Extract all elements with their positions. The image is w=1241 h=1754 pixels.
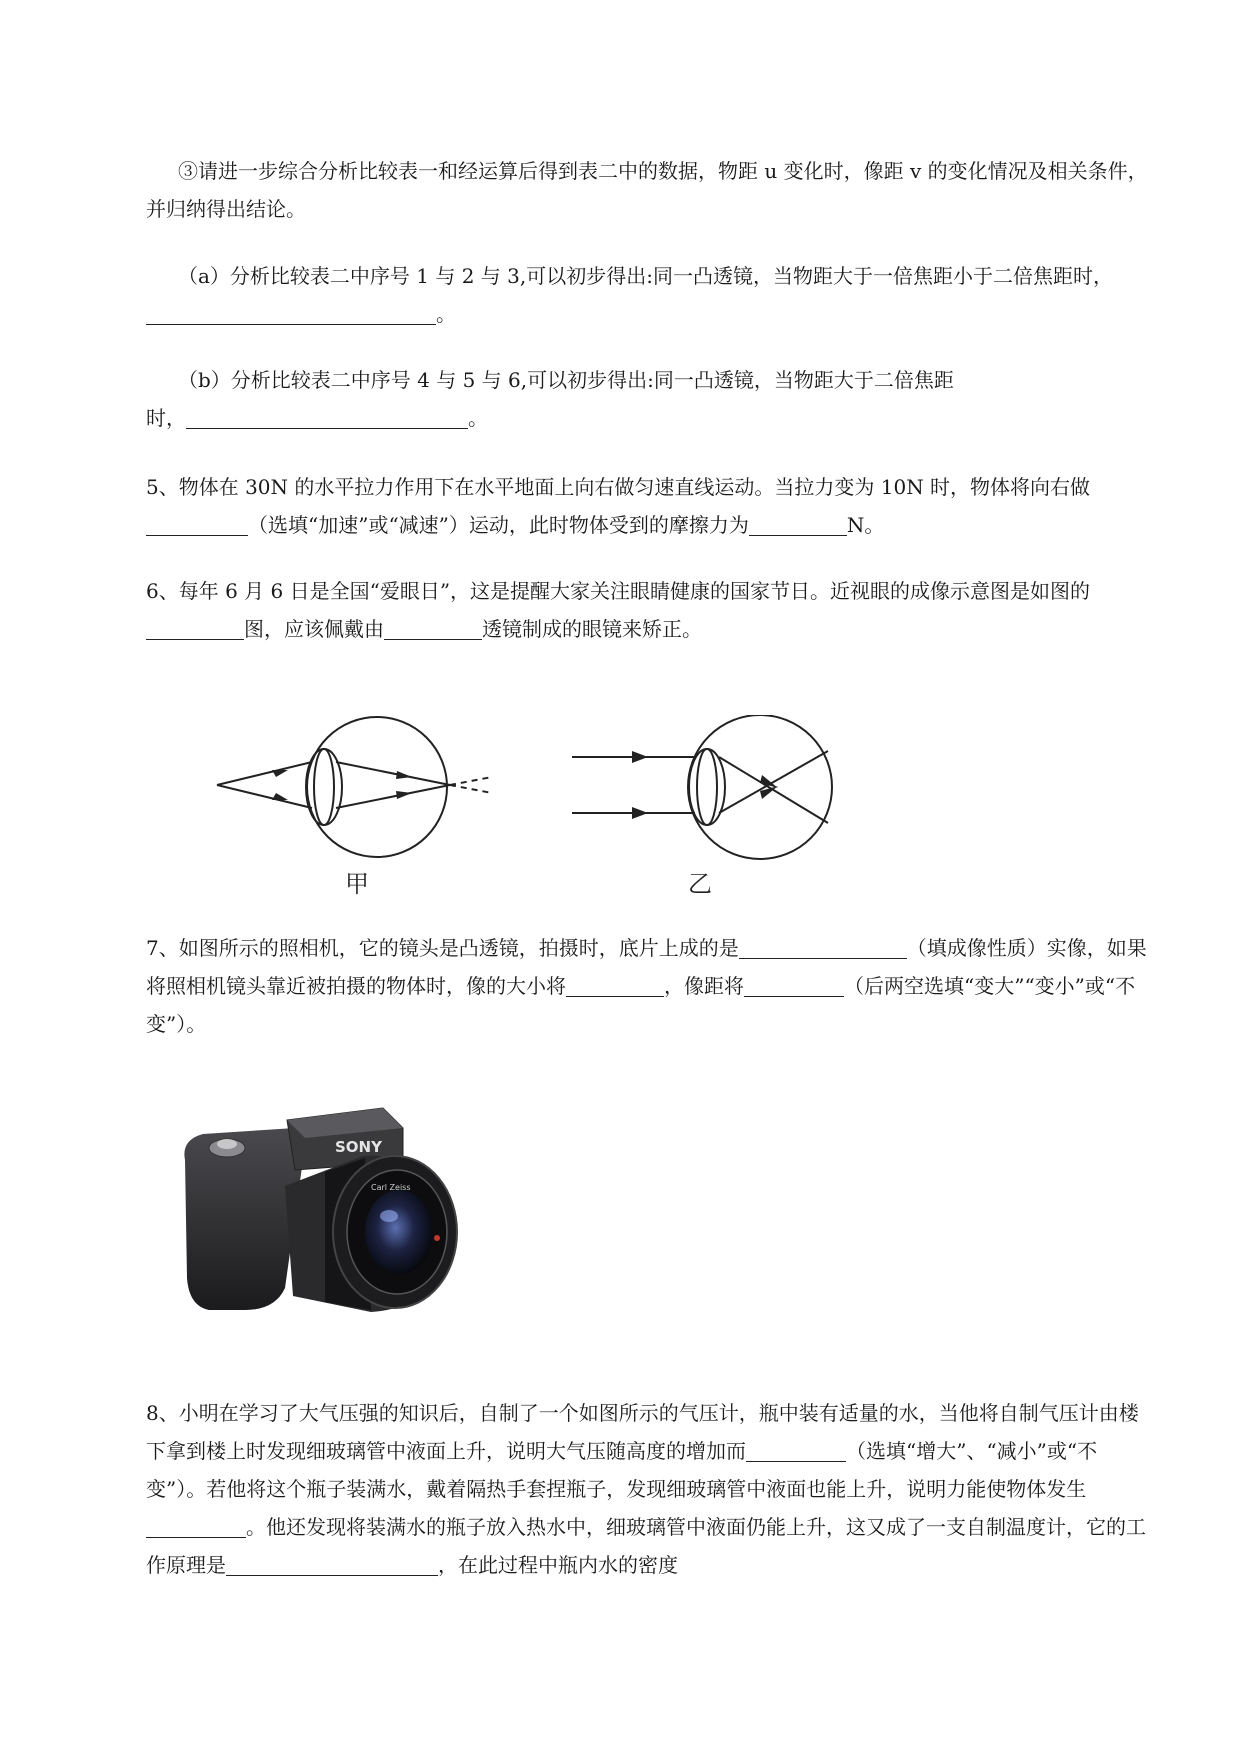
eye-diagram-yi [570,715,840,885]
answer-blank[interactable] [749,513,847,536]
light-ray [719,751,828,813]
light-ray [217,785,312,808]
eyeball-outline [307,717,447,857]
eye-lens [306,749,342,825]
arrow-head [272,793,288,800]
arrow-head [632,807,648,819]
answer-blank[interactable] [186,406,468,429]
lens-brand-text: Carl Zeiss [371,1183,411,1192]
answer-blank[interactable] [746,1439,846,1462]
q5-text: 5、物体在 30N 的水平拉力作用下在水平地面上向右做匀速直线运动。当拉力变为 10N 时，物体将向右做（选填“加速”或“减速”）运动，此时物体受到的摩擦力为 N。 [146,475,1091,537]
arrow-head [632,751,648,763]
answer-blank[interactable] [744,974,844,997]
answer-blank[interactable] [566,974,664,997]
q6-text: 6、每年 6 月 6 日是全国“爱眼日”，这是提醒大家关注眼睛健康的国家节日。近视眼的成像示意图是如图的图，应该佩戴由 透镜制成的眼镜来矫正。 [146,579,1091,641]
answer-blank[interactable] [384,617,482,640]
fig-label-jia: 甲 [345,870,369,898]
answer-blank[interactable] [146,617,244,640]
answer-blank[interactable] [226,1553,438,1576]
arrow-head [272,770,288,777]
answer-blank[interactable] [739,936,907,959]
light-ray [719,757,828,823]
q3-part-a: （a）分析比较表二中序号 1 与 2 与 3,可以初步得出:同一凸透镜，当物距大于一倍焦距小于二倍焦距时，。 [146,257,1156,333]
q3-part-b: （b）分析比较表二中序号 4 与 5 与 6,可以初步得出:同一凸透镜，当物距大于二倍焦距 时， 。 [146,368,954,430]
light-ray [217,762,312,785]
answer-blank[interactable] [146,513,248,536]
q8-text: 8、小明在学习了大气压强的知识后，自制了一个如图所示的气压计，瓶中装有适量的水，当他将自制气压计由楼下拿到楼上时发现细玻璃管中液面上升，说明大气压随高度的增加而 （选填“增大”、“减小”或“不变”）。若他将这个瓶子装满水，戴着隔热手套捏瓶子，发现细玻璃管中液面也能上升，说明力能使物体发生。他还发现将装满水的瓶子放入热水中，细玻璃管中液面仍能上升，这又成了一支自制温度计，它的工作原理是 ，在此过程中瓶内水的密度 [146,1401,1146,1577]
answer-blank[interactable] [146,1515,246,1538]
q3-intro: ③请进一步综合分析比较表一和经运算后得到表二中的数据，物距 u 变化时，像距 v 的变化情况及相关条件，并归纳得出结论。 [146,159,1148,221]
light-ray [336,785,450,808]
eyeball-outline [688,715,832,859]
fig-label-yi: 乙 [688,870,712,898]
camera-photo [175,1098,495,1338]
light-ray [336,762,450,785]
eye-diagram-jia [212,715,502,885]
answer-blank[interactable] [146,302,436,325]
camera-brand-text: SONY [335,1138,382,1156]
q7-text: 7、如图所示的照相机，它的镜头是凸透镜，拍摄时，底片上成的是 （填成像性质）实像，如果将照相机镜头靠近被拍摄的物体时，像的大小将 ，像距将 （后两空选填“变大”“变小”或“不变”）。 [146,936,1147,1036]
